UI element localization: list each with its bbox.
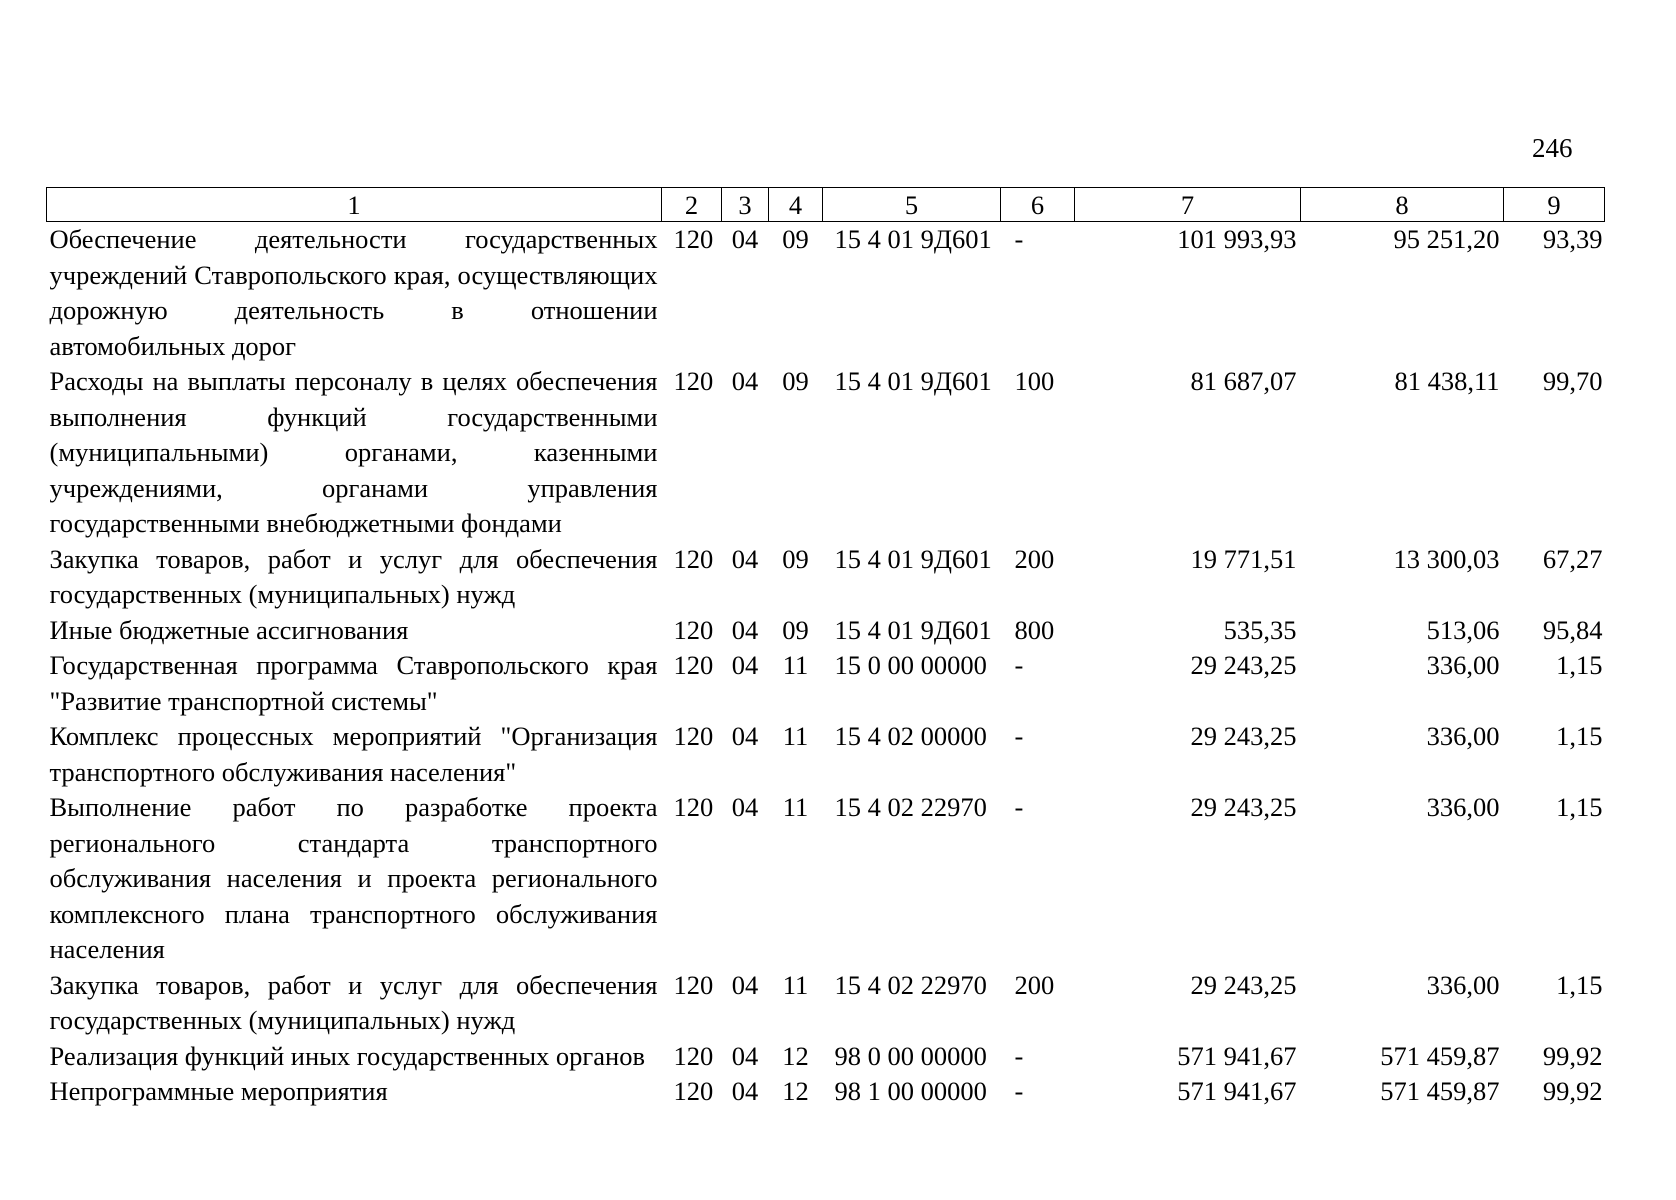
admin-code: 120	[673, 1076, 714, 1106]
executed-amount: 81 438,11	[1394, 366, 1500, 396]
planned-amount: 571 941,67	[1177, 1076, 1297, 1106]
target-article-code: 15 0 00 00000	[834, 650, 987, 680]
admin-code: 120	[673, 224, 714, 254]
target-article-code: 98 1 00 00000	[834, 1076, 987, 1106]
row-name: Государственная программа Ставропольского края "Развитие транспортной системы"	[49, 650, 658, 716]
section-code: 04	[731, 543, 759, 574]
row-name: Реализация функций иных государственных органов	[49, 1040, 645, 1071]
expense-type-code: -	[1014, 650, 1024, 680]
table-row	[47, 719, 1605, 790]
table-row	[47, 968, 1605, 1039]
target-article-code: 15 4 02 00000	[834, 721, 987, 751]
execution-percent: 95,84	[1542, 614, 1603, 645]
table-row	[47, 542, 1605, 613]
execution-percent: 99,92	[1542, 1040, 1603, 1071]
target-article-code: 15 4 02 22970	[834, 969, 987, 1000]
section-code: 04	[731, 721, 759, 751]
admin-code: 120	[673, 721, 714, 751]
execution-percent: 93,39	[1542, 224, 1603, 254]
budget-table	[46, 187, 1605, 1110]
subsection-code: 11	[782, 969, 809, 1000]
executed-amount: 95 251,20	[1393, 224, 1500, 254]
subsection-code: 11	[782, 721, 809, 751]
table-header	[47, 188, 1605, 222]
expense-type-code: -	[1014, 1040, 1024, 1071]
planned-amount: 29 243,25	[1190, 650, 1297, 680]
table-row	[47, 222, 1605, 365]
section-code: 04	[731, 614, 759, 645]
target-article-code: 98 0 00 00000	[834, 1040, 987, 1071]
executed-amount: 336,00	[1426, 650, 1500, 680]
executed-amount: 336,00	[1426, 721, 1500, 751]
header-col-9: 9	[1504, 188, 1605, 222]
executed-amount: 336,00	[1426, 792, 1500, 822]
execution-percent: 1,15	[1556, 792, 1603, 822]
planned-amount: 101 993,93	[1177, 224, 1297, 254]
planned-amount: 19 771,51	[1190, 543, 1297, 574]
header-col-8: 8	[1301, 188, 1504, 222]
admin-code: 120	[673, 650, 714, 680]
executed-amount: 513,06	[1426, 614, 1500, 645]
admin-code: 120	[673, 543, 714, 574]
target-article-code: 15 4 01 9Д601	[834, 224, 992, 254]
executed-amount: 13 300,03	[1393, 543, 1500, 574]
header-col-6: 6	[1001, 188, 1075, 222]
table-row	[47, 648, 1605, 719]
expense-type-code: -	[1014, 1076, 1024, 1106]
planned-amount: 571 941,67	[1177, 1040, 1297, 1071]
admin-code: 120	[673, 614, 714, 645]
header-col-5: 5	[823, 188, 1001, 222]
section-code: 04	[731, 224, 759, 254]
header-col-4: 4	[769, 188, 823, 222]
section-code: 04	[731, 1040, 759, 1071]
table-row	[47, 790, 1605, 968]
subsection-code: 09	[782, 366, 809, 396]
page-number: 246	[1532, 133, 1573, 163]
section-code: 04	[731, 650, 759, 680]
target-article-code: 15 4 02 22970	[834, 792, 987, 822]
row-name: Закупка товаров, работ и услуг для обеспечения государственных (муниципальных) нужд	[49, 969, 658, 1035]
planned-amount: 535,35	[1223, 614, 1297, 645]
table-row	[47, 613, 1605, 649]
section-code: 04	[731, 1076, 759, 1106]
expense-type-code: -	[1014, 792, 1024, 822]
planned-amount: 81 687,07	[1190, 366, 1297, 396]
execution-percent: 99,70	[1542, 366, 1603, 396]
section-code: 04	[731, 792, 759, 822]
target-article-code: 15 4 01 9Д601	[834, 543, 992, 574]
executed-amount: 336,00	[1426, 969, 1500, 1000]
row-name: Обеспечение деятельности государственных учреждений Ставропольского края, осуществляющих дорожную деятельность в отношении автомобильных дорог	[49, 224, 658, 361]
table-row	[47, 1074, 1605, 1110]
admin-code: 120	[673, 366, 714, 396]
admin-code: 120	[673, 1040, 714, 1071]
subsection-code: 11	[782, 650, 809, 680]
planned-amount: 29 243,25	[1190, 969, 1297, 1000]
planned-amount: 29 243,25	[1190, 792, 1297, 822]
row-name: Выполнение работ по разработке проекта регионального стандарта транспортного обслуживания населения и проекта регионального комплексного плана транспортного обслуживания населения	[49, 792, 658, 964]
subsection-code: 09	[782, 614, 809, 645]
subsection-code: 12	[782, 1076, 809, 1106]
table-row	[47, 1039, 1605, 1075]
admin-code: 120	[673, 792, 714, 822]
row-name: Иные бюджетные ассигнования	[49, 614, 409, 645]
execution-percent: 99,92	[1542, 1076, 1603, 1106]
admin-code: 120	[673, 969, 714, 1000]
subsection-code: 12	[782, 1040, 809, 1071]
table-body	[47, 222, 1605, 1110]
section-code: 04	[731, 969, 759, 1000]
expense-type-code: -	[1014, 721, 1024, 751]
row-name: Непрограммные мероприятия	[49, 1076, 388, 1106]
row-name: Расходы на выплаты персоналу в целях обеспечения выполнения функций государственными (муниципальными) органами, казенными учреждениями, органами управления государственными внебюджетными фондами	[49, 366, 658, 538]
executed-amount: 571 459,87	[1380, 1040, 1500, 1071]
expense-type-code: 100	[1014, 366, 1055, 396]
execution-percent: 67,27	[1542, 543, 1603, 574]
header-row	[47, 188, 1605, 222]
header-col-7: 7	[1075, 188, 1301, 222]
expense-type-code: 200	[1014, 969, 1055, 1000]
target-article-code: 15 4 01 9Д601	[834, 366, 992, 396]
planned-amount: 29 243,25	[1190, 721, 1297, 751]
section-code: 04	[731, 366, 759, 396]
header-col-3: 3	[722, 188, 769, 222]
expense-type-code: 800	[1014, 614, 1055, 645]
execution-percent: 1,15	[1556, 969, 1603, 1000]
execution-percent: 1,15	[1556, 650, 1603, 680]
header-col-2: 2	[662, 188, 722, 222]
subsection-code: 09	[782, 543, 809, 574]
row-name: Комплекс процессных мероприятий "Организация транспортного обслуживания населения"	[49, 721, 658, 787]
subsection-code: 09	[782, 224, 809, 254]
subsection-code: 11	[782, 792, 809, 822]
table-row	[47, 364, 1605, 542]
execution-percent: 1,15	[1556, 721, 1603, 751]
target-article-code: 15 4 01 9Д601	[834, 614, 992, 645]
header-col-1: 1	[47, 188, 662, 222]
expense-type-code: 200	[1014, 543, 1055, 574]
executed-amount: 571 459,87	[1380, 1076, 1500, 1106]
expense-type-code: -	[1014, 224, 1024, 254]
row-name: Закупка товаров, работ и услуг для обеспечения государственных (муниципальных) нужд	[49, 543, 658, 609]
